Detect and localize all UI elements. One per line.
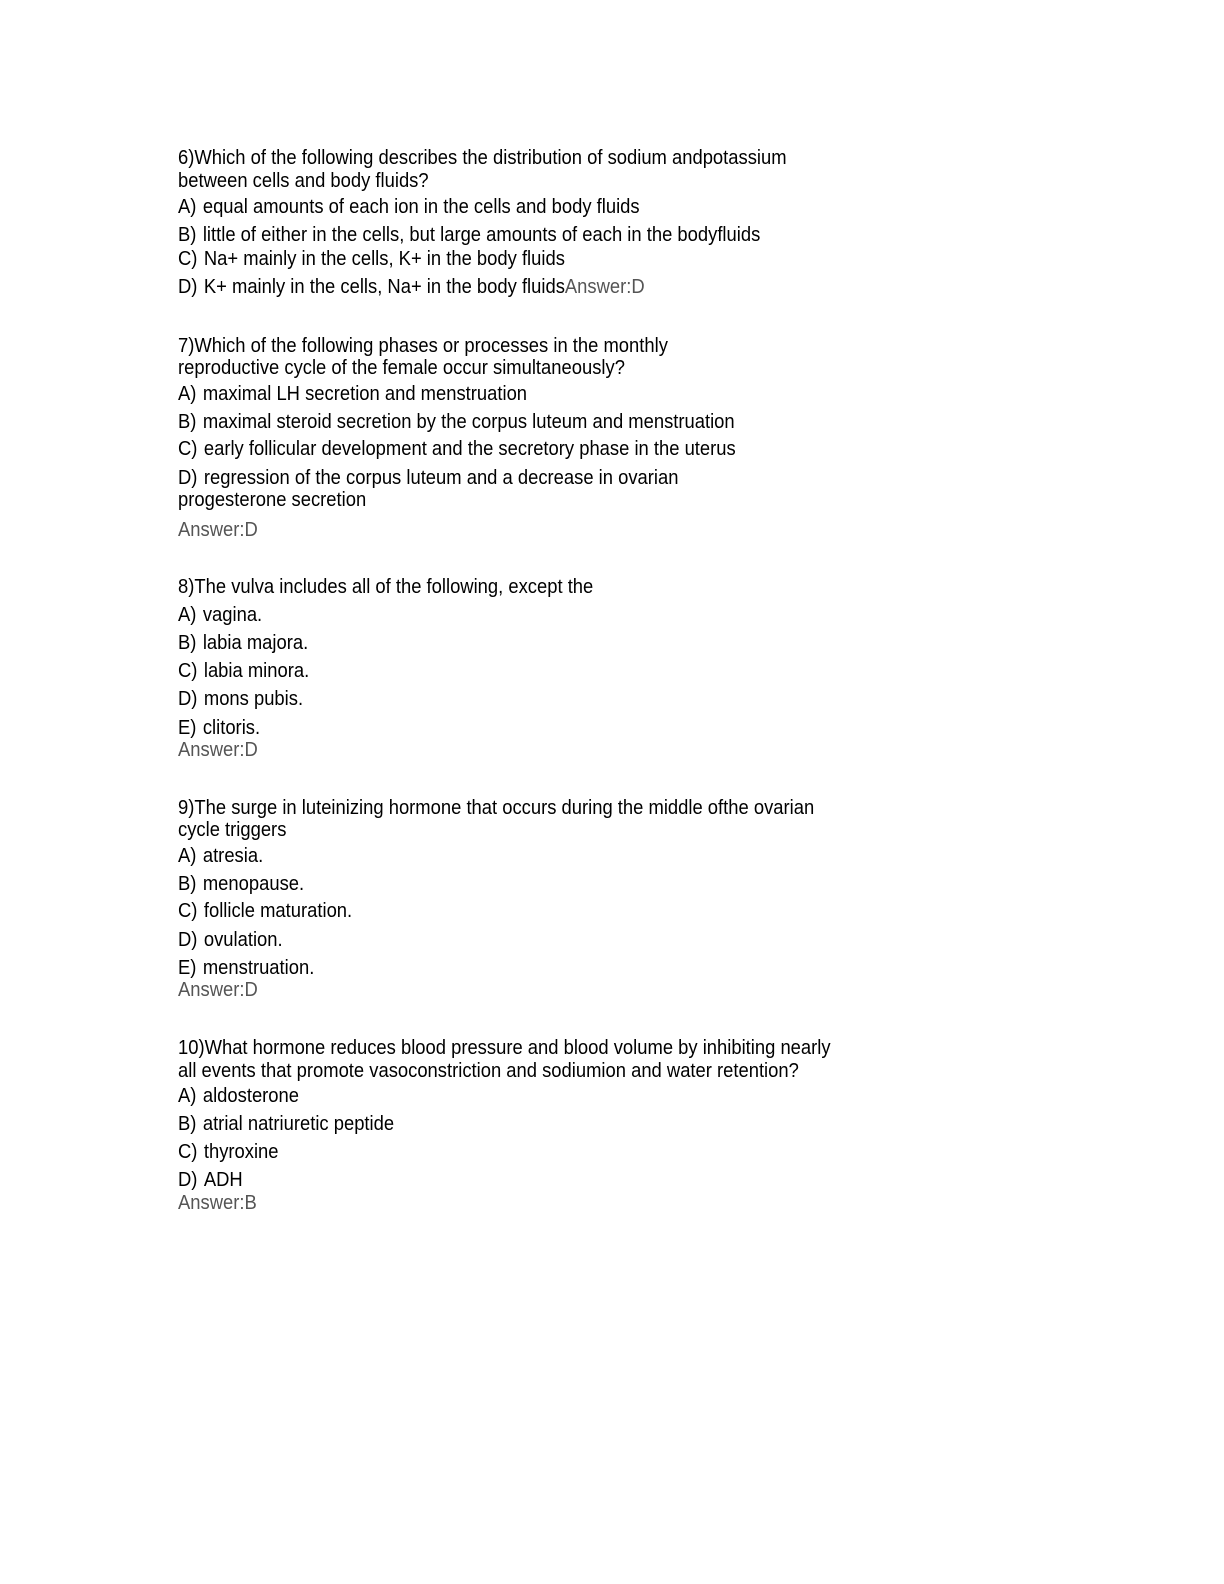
question-number: 9) (178, 797, 195, 819)
question-stem-line (178, 575, 593, 599)
question-text: reproductive cycle of the female occur simultaneously? (178, 357, 625, 379)
option-letter: A) (178, 196, 197, 218)
option-text: ADH (203, 1169, 243, 1191)
question-stem-line (178, 356, 625, 380)
answer-line (178, 1191, 257, 1215)
answer-option (178, 899, 352, 923)
answer-key: Answer:D (564, 276, 645, 298)
option-letter: B) (178, 632, 197, 654)
option-text: thyroxine (203, 1141, 279, 1163)
answer-line (178, 518, 258, 542)
option-text: equal amounts of each ion in the cells and body fluids (202, 196, 640, 218)
question-text: What hormone reduces blood pressure and blood volume by inhibiting nearly (204, 1037, 831, 1059)
question-stem-line (178, 796, 814, 820)
answer-option (178, 687, 303, 711)
option-text: progesterone secretion (178, 489, 367, 511)
option-letter: C) (178, 660, 198, 682)
answer-option (178, 382, 527, 406)
option-text: vagina. (202, 604, 263, 626)
option-text: maximal steroid secretion by the corpus luteum and menstruation (202, 411, 735, 433)
option-text: mons pubis. (203, 688, 304, 710)
answer-option (178, 603, 262, 627)
option-text: menopause. (202, 873, 305, 895)
option-letter: B) (178, 873, 197, 895)
answer-option (178, 716, 260, 740)
option-letter: B) (178, 1113, 197, 1135)
answer-key: Answer:D (178, 739, 258, 761)
answer-option (178, 956, 314, 980)
question-text: Which of the following phases or processes in the monthly (194, 335, 668, 357)
option-letter: D) (178, 929, 198, 951)
option-text: little of either in the cells, but large amounts of each in the bodyfluids (202, 224, 761, 246)
option-text: regression of the corpus luteum and a decrease in ovarian (203, 467, 679, 489)
answer-option (178, 223, 760, 247)
answer-key: Answer:D (178, 519, 258, 541)
option-text: follicle maturation. (203, 900, 353, 922)
answer-option (178, 195, 640, 219)
question-number: 8) (178, 576, 195, 598)
option-letter: A) (178, 845, 197, 867)
option-letter: A) (178, 383, 197, 405)
answer-line (178, 738, 258, 762)
answer-option (178, 1084, 299, 1108)
option-letter: C) (178, 1141, 198, 1163)
option-text: atresia. (202, 845, 264, 867)
answer-option (178, 1140, 279, 1164)
option-letter: B) (178, 224, 197, 246)
answer-option (178, 928, 283, 952)
question-number: 10) (178, 1037, 205, 1059)
question-text: between cells and body fluids? (178, 170, 429, 192)
option-letter: C) (178, 438, 198, 460)
answer-option (178, 247, 565, 271)
question-number: 6) (178, 147, 195, 169)
answer-key: Answer:D (178, 979, 258, 1001)
option-letter: A) (178, 604, 197, 626)
option-letter: D) (178, 467, 198, 489)
question-stem-line (178, 1059, 799, 1083)
option-letter: B) (178, 411, 197, 433)
option-letter: C) (178, 248, 198, 270)
option-letter: A) (178, 1085, 197, 1107)
answer-option (178, 410, 735, 434)
option-text: early follicular development and the secretory phase in the uterus (203, 438, 736, 460)
question-number: 7) (178, 335, 195, 357)
option-text: clitoris. (202, 717, 261, 739)
option-letter: D) (178, 688, 198, 710)
option-text: ovulation. (203, 929, 283, 951)
answer-option (178, 1112, 394, 1136)
option-text: labia majora. (202, 632, 309, 654)
question-stem-line (178, 334, 668, 358)
answer-key: Answer:B (178, 1192, 257, 1214)
answer-option (178, 1168, 243, 1192)
question-text: cycle triggers (178, 819, 287, 841)
option-text: Na+ mainly in the cells, K+ in the body fluids (203, 248, 565, 270)
question-stem-line (178, 1036, 831, 1060)
option-text: K+ mainly in the cells, Na+ in the body fluids (203, 276, 565, 298)
answer-option (178, 844, 263, 868)
answer-option (178, 275, 645, 299)
option-letter: E) (178, 957, 197, 979)
option-letter: E) (178, 717, 197, 739)
answer-option (178, 872, 304, 896)
question-stem-line (178, 169, 429, 193)
question-stem-line (178, 146, 787, 170)
answer-option (178, 631, 308, 655)
option-text: labia minora. (203, 660, 310, 682)
question-text: all events that promote vasoconstriction and sodiumion and water retention? (178, 1060, 799, 1082)
answer-option (178, 659, 309, 683)
question-text: The vulva includes all of the following, except the (194, 576, 594, 598)
answer-option-continuation (178, 488, 366, 512)
question-stem-line (178, 818, 286, 842)
answer-line (178, 978, 258, 1002)
question-text: Which of the following describes the distribution of sodium andpotassium (194, 147, 787, 169)
option-letter: D) (178, 276, 198, 298)
question-text: The surge in luteinizing hormone that occurs during the middle ofthe ovarian (194, 797, 815, 819)
answer-option (178, 437, 736, 461)
option-text: menstruation. (202, 957, 315, 979)
option-letter: D) (178, 1169, 198, 1191)
option-letter: C) (178, 900, 198, 922)
option-text: atrial natriuretic peptide (202, 1113, 395, 1135)
option-text: aldosterone (202, 1085, 300, 1107)
answer-option (178, 466, 678, 490)
option-text: maximal LH secretion and menstruation (202, 383, 528, 405)
